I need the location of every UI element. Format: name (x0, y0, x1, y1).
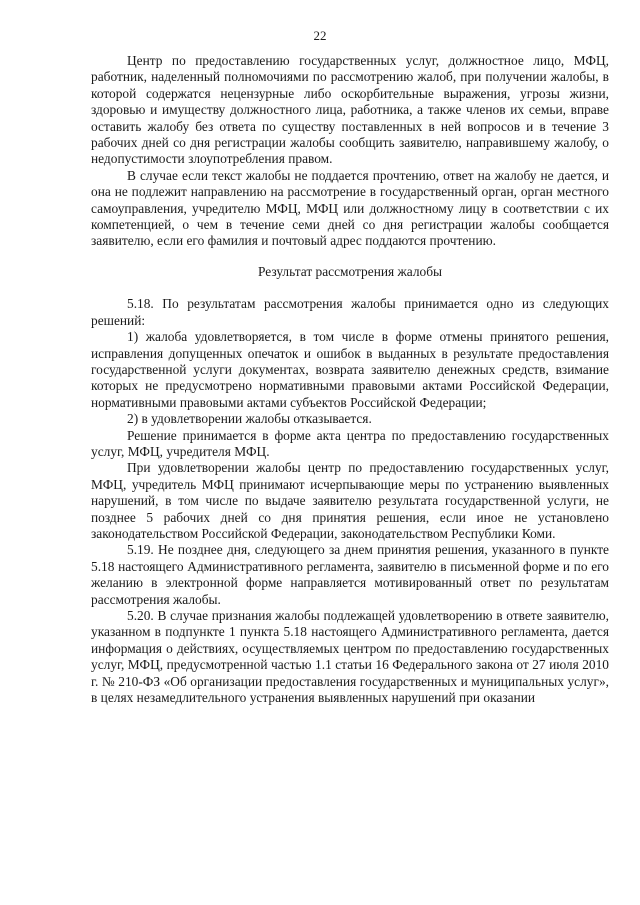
paragraph-decision-form: Решение принимается в форме акта центра по предоставлению государственных услуг, МФЦ, учредителя МФЦ. (91, 427, 609, 459)
paragraph-complaint-abusive: Центр по предоставлению государственных услуг, должностное лицо, МФЦ, работник, наделенный полномочиями по рассмотрению жалоб, при получении жалобы, в которой содержатся нецензурные либо оскорбительные выражения, угрозы жизни, здоровью и имуществу должностного лица, работника, а также членов их семьи, вправе оставить жалобу без ответа по существу поставленных в ней вопросов и в течение 3 рабочих дней со дня регистрации жалобы сообщить заявителю, направившему жалобу, о недопустимости злоупотребления правом. (91, 53, 609, 167)
paragraph-satisfaction-measures: При удовлетворении жалобы центр по предоставлению государственных услуг, МФЦ, учредитель МФЦ принимают исчерпывающие меры по устранению выявленных нарушений, в том числе по выдаче заявителю результата государственной услуги, не позднее 5 рабочих дней со дня принятия решения, если иное не установлено законодательством Российской Федерации, законодательством Республики Коми. (91, 460, 609, 541)
paragraph-5-20: 5.20. В случае признания жалобы подлежащей удовлетворению в ответе заявителю, указанном в подпункте 1 пункта 5.18 настоящего Административного регламента, дается информация о действиях, осуществляемых центром по предоставлению государственных услуг, МФЦ, предусмотренной частью 1.1 статьи 16 Федерального закона от 27 июля 2010 г. № 210-ФЗ «Об организации предоставления государственных и муниципальных услуг», в целях незамедлительного устранения выявленных нарушений при оказании (91, 608, 609, 706)
section-heading: Результат рассмотрения жалобы (257, 263, 443, 279)
paragraph-decision-1: 1) жалоба удовлетворяется, в том числе в форме отмены принятого решения, исправления допущенных опечаток и ошибок в выданных в результате предоставления государственной услуги документах, возврата заявителю денежных средств, взимание которых не предусмотрено нормативными правовыми актами Российской Федерации, нормативными правовыми актами субъектов Российской Федерации; (91, 329, 609, 410)
paragraph-5-19: 5.19. Не позднее дня, следующего за днем принятия решения, указанного в пункте 5.18 настоящего Административного регламента, заявителю в письменной форме и по его желанию в электронной форме направляется мотивированный ответ по результатам рассмотрения жалобы. (91, 542, 609, 607)
document-body (91, 53, 609, 706)
page-number: 22 (313, 28, 327, 43)
paragraph-decision-2: 2) в удовлетворении жалобы отказывается. (127, 411, 372, 427)
paragraph-5-18: 5.18. По результатам рассмотрения жалобы принимается одно из следующих решений: (91, 296, 609, 328)
paragraph-complaint-unreadable: В случае если текст жалобы не поддается прочтению, ответ на жалобу не дается, и она не подлежит направлению на рассмотрение в государственный орган, орган местного самоуправления, учредителю МФЦ, МФЦ или должностному лицу в соответствии с их компетенцией, о чем в течение семи дней со дня регистрации жалобы сообщается заявителю, если его фамилия и почтовый адрес поддаются прочтению. (91, 167, 609, 249)
